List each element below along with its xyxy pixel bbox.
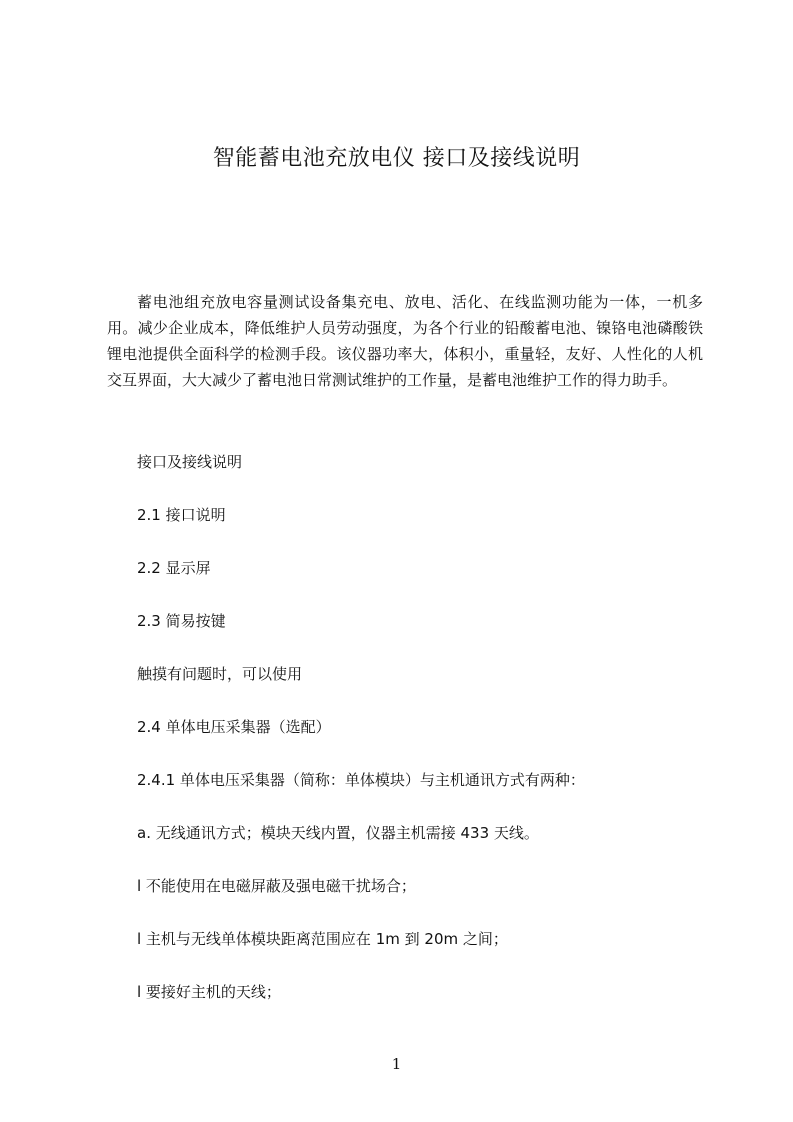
wireless-mode: a. 无线通讯方式；模块天线内置，仪器主机需接 433 天线。 xyxy=(137,824,539,842)
bullet-distance-range: l 主机与无线单体模块距离范围应在 1m 到 20m 之间； xyxy=(137,930,508,948)
bullet-antenna: l 要接好主机的天线； xyxy=(137,983,281,1001)
section-2-4-collector: 2.4 单体电压采集器（选配） xyxy=(137,718,331,736)
intro-paragraph: 蓄电池组充放电容量测试设备集充电、放电、活化、在线监测功能为一体，一机多用。减少企业成本，降低维护人员劳动强度，为各个行业的铅酸蓄电池、镍铬电池磷酸铁锂电池提供全面科学的检测手段。该仪器功率大，体积小，重量轻，友好、人性化的人机交互界面，大大减少了蓄电池日常测试维护的工作量，是蓄电池维护工作的得力助手。 xyxy=(107,293,703,389)
section-2-4-1-communication: 2.4.1 单体电压采集器（简称：单体模块）与主机通讯方式有两种： xyxy=(137,771,585,789)
section-2-2-display: 2.2 显示屏 xyxy=(137,559,211,577)
section-2-1-interface: 2.1 接口说明 xyxy=(137,506,226,524)
section-2-3-keys: 2.3 简易按键 xyxy=(137,612,226,630)
bullet-no-shielding: l 不能使用在电磁屏蔽及强电磁干扰场合； xyxy=(137,877,416,895)
section-heading-interface: 接口及接线说明 xyxy=(137,453,243,471)
page-number: 1 xyxy=(391,1055,402,1073)
touch-note: 触摸有问题时，可以使用 xyxy=(137,665,303,683)
page-title: 智能蓄电池充放电仪 接口及接线说明 xyxy=(212,146,581,171)
